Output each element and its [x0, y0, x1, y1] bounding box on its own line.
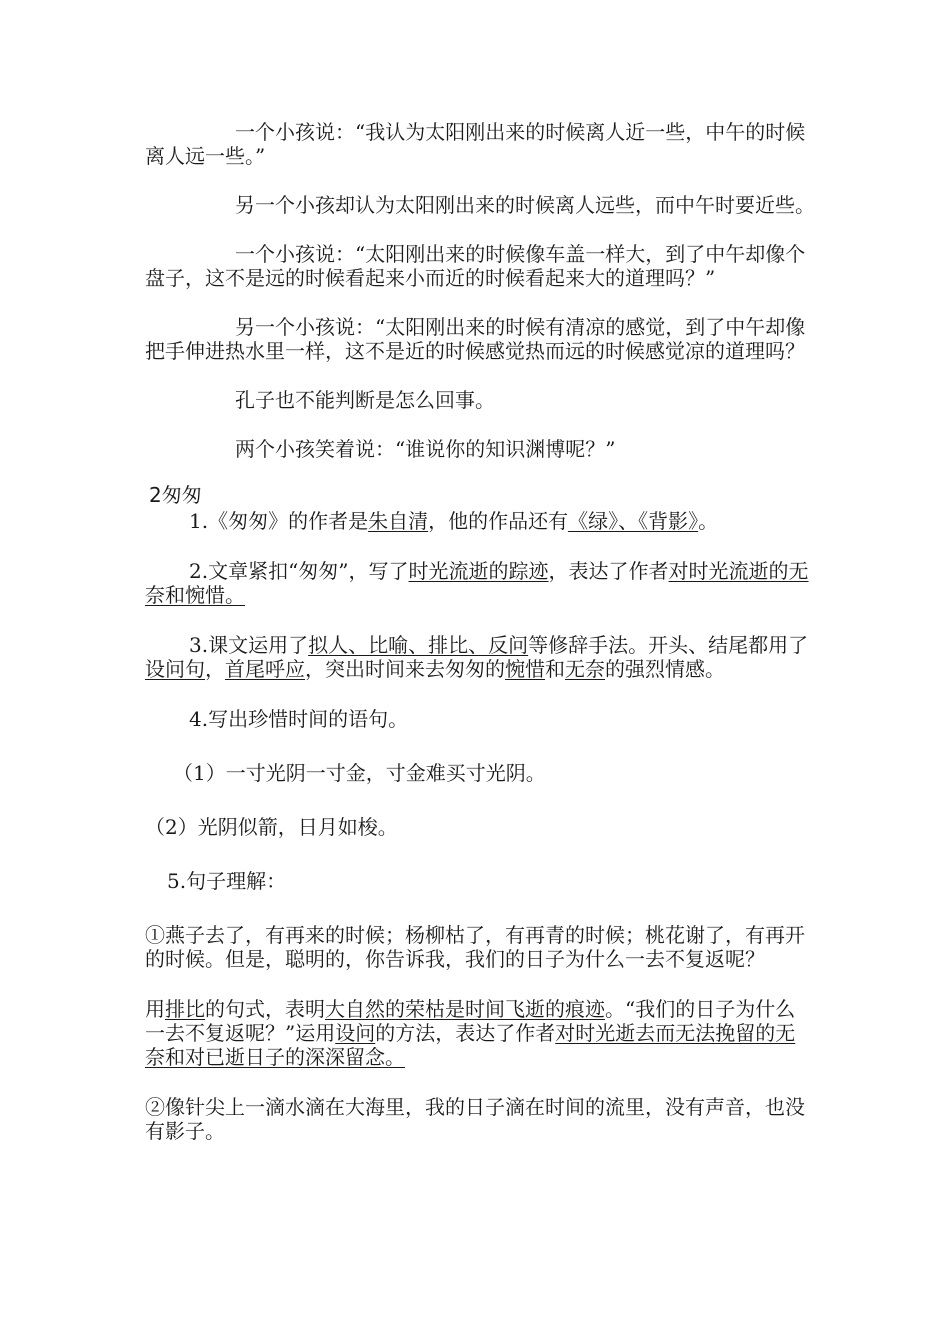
note-item-1	[145, 509, 815, 533]
note-text: 。	[698, 509, 719, 533]
underlined-answer: 设问	[335, 1021, 376, 1045]
story-paragraph: 另一个小孩却认为太阳刚出来的时候离人远些，而中午时要近些。	[235, 193, 815, 217]
underlined-answer: 拟人、比喻、排比、反问	[308, 633, 529, 657]
note-item-5: 5.句子理解：	[167, 869, 287, 893]
underlined-answer: 时光流逝的踪迹	[408, 559, 549, 583]
story-section	[145, 120, 815, 461]
story-paragraph: 两个小孩笑着说：“谁说你的知识渊博呢？”	[235, 437, 616, 461]
story-paragraph: 一个小孩说：“太阳刚出来的时候像车盖一样大，到了中午却像个盘子，这不是远的时候看起来小而近的时候看起来大的道理吗？”	[145, 242, 806, 290]
note-text: ，	[205, 657, 225, 681]
document-body	[145, 120, 815, 1169]
note-text: 3.课文运用了	[189, 633, 309, 657]
lesson-notes	[145, 509, 815, 1143]
section-heading: 2匆匆	[149, 483, 202, 507]
underlined-answer: 朱自清	[368, 509, 429, 533]
note-text: 的方法，表达了作者	[375, 1021, 556, 1045]
sentence-2: （2）光阴似箭，日月如梭。	[145, 815, 398, 839]
note-item-3	[145, 633, 815, 681]
note-text: 2.文章紧扣“匆匆”，写了	[189, 559, 409, 583]
underlined-answer: 无奈	[565, 657, 605, 681]
answer-1	[145, 997, 815, 1069]
sentence-1: （1）一寸光阴一寸金，寸金难买寸光阴。	[173, 761, 546, 785]
underlined-answer: 惋惜	[505, 657, 545, 681]
note-text: ，突出时间来去匆匆的	[305, 657, 505, 681]
note-text: 1.《匆匆》的作者是	[189, 509, 369, 533]
underlined-answer: 排比	[165, 997, 205, 1021]
note-text: 等修辞手法。开头、结尾都用了	[528, 633, 809, 657]
underlined-answer: 大自然的荣枯是时间飞逝的痕迹	[325, 997, 605, 1021]
story-paragraph: 一个小孩说：“我认为太阳刚出来的时候离人近一些，中午的时候离人远一些。”	[145, 120, 806, 168]
note-text: 的句式，表明	[205, 997, 325, 1021]
note-text: 和	[545, 657, 565, 681]
note-text: 的强烈情感。	[605, 657, 725, 681]
underlined-answer: 对时光逝去而无法挽留的无奈和对已逝日子的深深留念。	[145, 1021, 796, 1069]
quote-1: ①燕子去了，有再来的时候；杨柳枯了，有再青的时候；桃花谢了，有再开的时候。但是，聪明的，你告诉我，我们的日子为什么一去不复返呢？	[145, 923, 805, 971]
note-text: ，表达了作者	[548, 559, 669, 583]
underlined-answer: 《绿》、《背影》	[568, 509, 699, 533]
underlined-answer: 对时光流逝的无奈和惋惜。	[145, 559, 809, 607]
note-text: ，他的作品还有	[428, 509, 569, 533]
underlined-answer: 设问句	[145, 657, 205, 681]
note-item-4: 4.写出珍惜时间的语句。	[189, 707, 409, 731]
note-text: 用	[145, 997, 165, 1021]
story-paragraph: 另一个小孩说：“太阳刚出来的时候有清凉的感觉，到了中午却像把手伸进热水里一样，这不是近的时候感觉热而远的时候感觉凉的道理吗？	[145, 315, 806, 363]
underlined-answer: 首尾呼应	[225, 657, 305, 681]
quote-2: ②像针尖上一滴水滴在大海里，我的日子滴在时间的流里，没有声音，也没有影子。	[145, 1095, 805, 1143]
note-text: 。“我们的日子为什么一去不复返呢？”运用	[145, 997, 796, 1045]
note-item-2	[145, 559, 815, 607]
story-paragraph: 孔子也不能判断是怎么回事。	[235, 388, 495, 412]
